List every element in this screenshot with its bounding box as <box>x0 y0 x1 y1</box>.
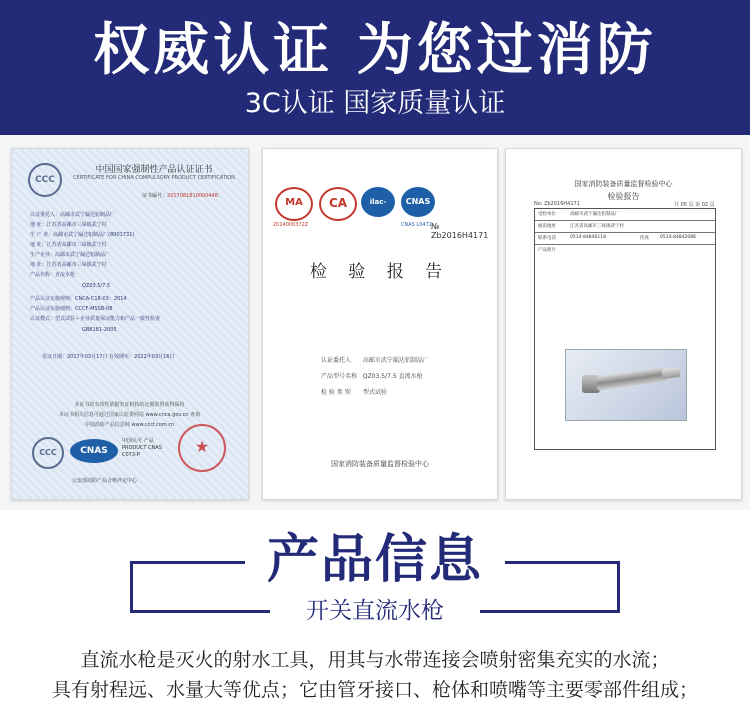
nozzle-tip-shape <box>661 367 680 379</box>
certificate-line: 地 址：江苏省高邮市三垛镇武宁村 <box>30 242 107 248</box>
certificate-line: QZ03.5/7.5 <box>82 283 111 289</box>
table-row <box>535 209 715 221</box>
logo-caption: 2014000372Z <box>273 222 309 228</box>
certificate-title: 中国国家强制性产品认证证书 <box>95 165 213 175</box>
certificate-line: 生 产 者：高邮市武宁漏达铝制品厂(8001731) <box>30 232 135 238</box>
report-title: 检 验 报 告 <box>309 262 451 282</box>
product-description-line: 具有射程远、水量大等优点；它由管牙接口、枪体和喷嘴等主要零部件组成； <box>51 679 698 701</box>
product-info-title: 产品信息 <box>266 530 483 590</box>
report-field-label: 检 验 类 别 <box>321 389 351 396</box>
ccc-logo-icon: CCC <box>28 163 62 197</box>
table-row <box>535 245 715 256</box>
title-frame-line <box>130 561 245 564</box>
report-page-title: 检验报告 <box>607 192 640 201</box>
report-page-count: 共 05 页 第 02 页 <box>674 202 715 208</box>
inspection-report-cover-image <box>262 148 498 500</box>
cal-logo-icon: CA <box>319 187 357 221</box>
report-number: № Zb2016H4171 <box>431 222 489 240</box>
certificate-footnote: 中国消防产品信息网 www.cccf.com.cn <box>84 422 175 428</box>
table-cell: 高邮市武宁漏达铝制品厂 <box>570 212 620 217</box>
table-cell: 联系电话 <box>538 236 556 241</box>
certificate-number-label: 证书编号： <box>142 193 168 199</box>
cnas-logo-icon: CNAS <box>70 439 118 463</box>
table-cell: 传真 <box>640 236 649 241</box>
table-cell: 江苏省高邮市三垛镇武宁村 <box>570 224 624 229</box>
cnas-caption: 中国认可 产品 PRODUCT CNAS C073-P <box>122 438 162 458</box>
certificate-line: 产品认证实施规则：CNCA-C18-03：2014 <box>30 296 127 302</box>
table-cell: 产品照片 <box>538 248 556 253</box>
header-banner <box>0 0 750 135</box>
certificate-line: 认证模式：型式试验＋企业质量保证能力和产品一致性检查 <box>30 316 161 322</box>
table-cell: 0514-84842086 <box>660 235 696 240</box>
banner-subtitle: 3C认证 国家质量认证 <box>244 88 506 119</box>
logo-caption: CNAS L0472 <box>401 222 432 228</box>
certificate-line: 产品认证实施细则：CCCF-MSSB-08 <box>30 306 113 312</box>
report-field-label: 认证委托人 <box>321 357 352 364</box>
cnas-logo-icon: CNAS <box>401 187 435 217</box>
report-organization: 国家消防装备质量监督检验中心 <box>331 460 429 468</box>
table-cell: 通讯地址 <box>538 224 556 229</box>
certificate-line: 地 址：江苏省高邮市三垛镇武宁村 <box>30 262 107 268</box>
report-field <box>321 387 387 396</box>
certificate-number <box>142 192 218 199</box>
report-field-value: 高邮市武宁漏达铝制品厂 <box>362 357 429 364</box>
certificate-title-en: CERTIFICATE FOR CHINA COMPULSORY PRODUCT CERTIFICATION <box>73 175 235 181</box>
certificate-line: 生产企业：高邮市武宁漏达铝制品厂 <box>30 252 111 258</box>
banner-title: 权威认证 为您过消防 <box>93 18 657 83</box>
certificate-footnote: 本证书相关信息可通过国家认监委网站 www.cnca.gov.cn 查询 <box>58 412 201 418</box>
ilac-logo-icon: ilac-MRA <box>361 187 395 217</box>
cma-logo-icon: MA <box>275 187 313 221</box>
report-field-value: QZ03.5/7.5 直流水枪 <box>362 373 423 380</box>
nozzle-body-shape <box>595 367 666 391</box>
nozzle-photo <box>565 349 687 421</box>
certificates-section <box>0 135 750 510</box>
issuer-name: 公安部消防产品合格评定中心 <box>72 478 138 484</box>
report-page-header: 国家消防装备质量监督检验中心 <box>574 180 673 188</box>
table-row <box>535 221 715 233</box>
table-cell: 0514-84846118 <box>570 235 606 240</box>
table-cell: 受检单位 <box>538 212 556 217</box>
red-seal-icon <box>178 424 226 472</box>
report-field-label: 产品型号名称 <box>321 373 358 380</box>
certificate-line: 产品名称：直流水枪 <box>30 272 76 278</box>
report-field <box>321 371 423 380</box>
report-page-number: No: Zb2016H4171 <box>534 201 580 207</box>
certificate-line: GB8181-2005 <box>82 327 117 333</box>
certificate-line: 地 址：江苏省高邮市三垛镇武宁村 <box>30 222 107 228</box>
certificate-footnote: 本证书的有效性依据发证机构的定期监督获得保持 <box>74 402 185 408</box>
report-table <box>534 208 716 450</box>
certificate-number-value: 2017081810000448 <box>167 193 218 199</box>
product-name: 开关直流水枪 <box>306 598 444 624</box>
report-field <box>321 355 429 364</box>
table-row <box>535 233 715 245</box>
report-field-value: 型式试验 <box>362 389 387 396</box>
ccc-certificate-image <box>11 148 249 500</box>
product-description-line: 直流水枪是灭火的射水工具，用其与水带连接会喷射密集充实的水流； <box>80 649 670 671</box>
certificate-line: 认证委托人：高邮市武宁漏达铝制品厂 <box>30 212 116 218</box>
ccc-mark-icon: CCC <box>32 437 64 469</box>
inspection-report-page-image <box>505 148 742 500</box>
title-frame-line <box>505 561 620 564</box>
certificate-line: 发证日期：2017年03月17日 有效期至：2022年03月16日 <box>42 354 175 360</box>
